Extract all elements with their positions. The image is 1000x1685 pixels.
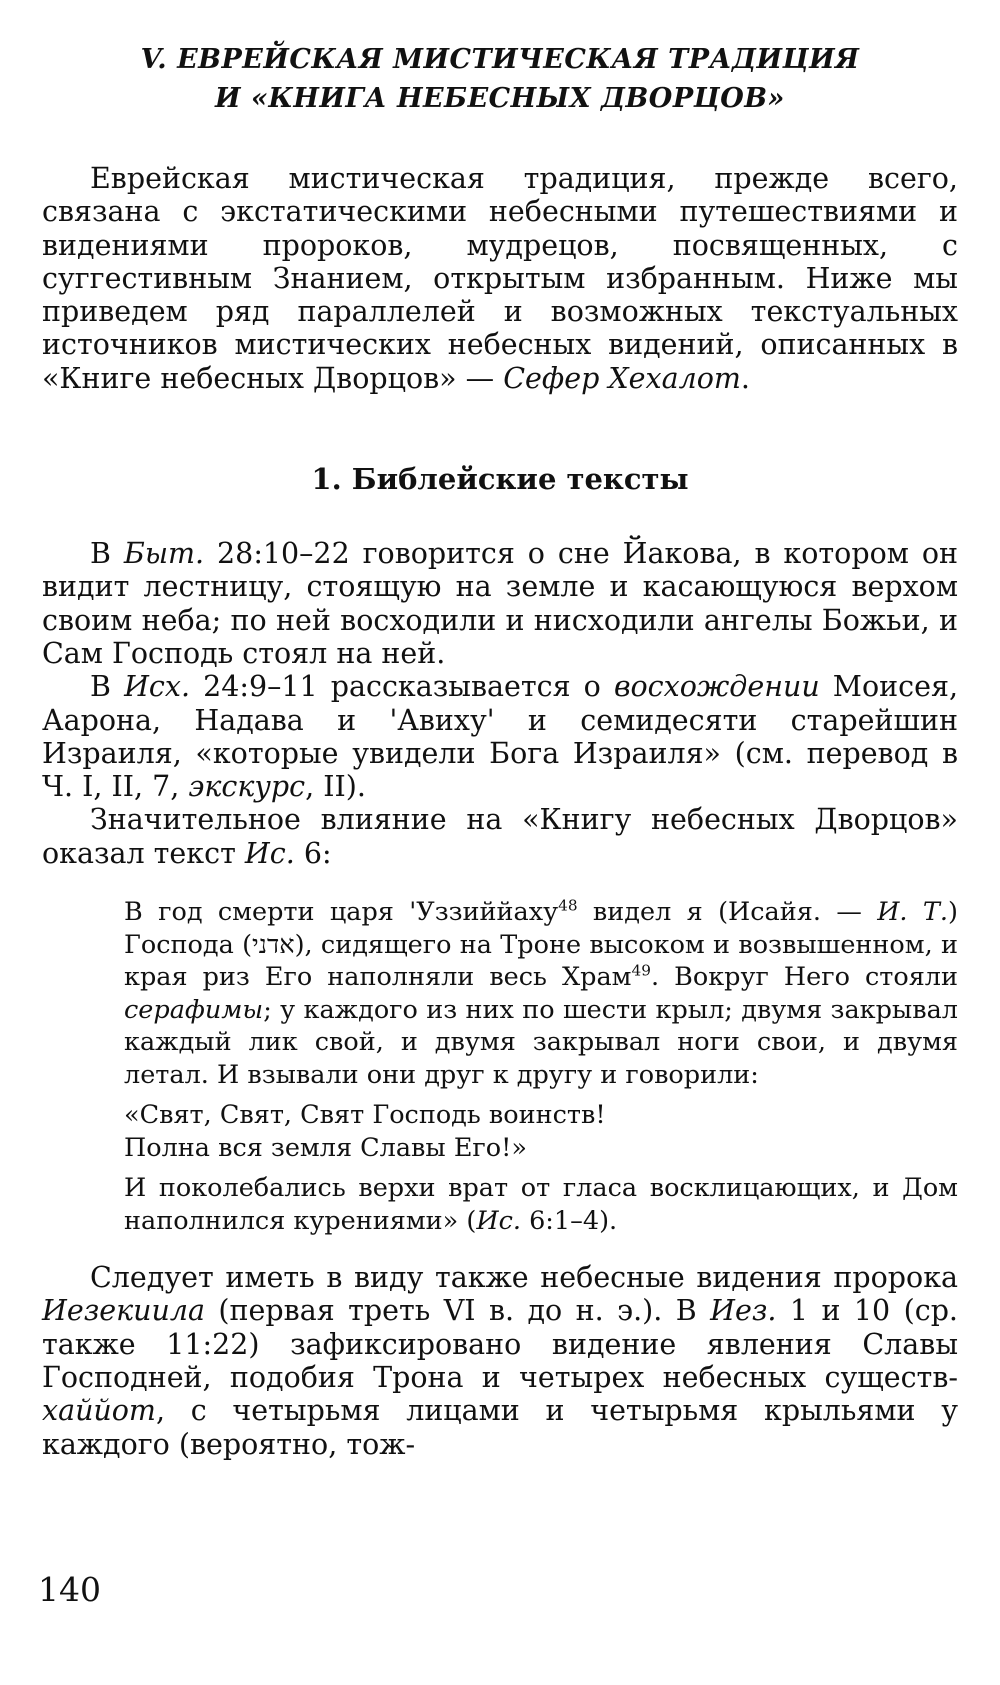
ezekiel-text-1: Следует иметь в виду также небесные видения пророка xyxy=(90,1261,958,1295)
quote-paragraph xyxy=(124,896,958,1091)
chapter-title xyxy=(42,40,958,118)
genesis-text-1: В xyxy=(90,537,124,571)
footnote-ref-48[interactable]: 48 xyxy=(558,896,578,915)
ezekiel-text-3: 1 и 10 (ср. также 11:22) зафиксировано видение явления Славы Господней, подобия Трона и четырех небесных существ- xyxy=(42,1294,958,1394)
quote-poem xyxy=(124,1099,958,1164)
exodus-ref: Исх. xyxy=(124,670,191,704)
ezekiel-text-2: (первая треть VI в. до н. э.). В xyxy=(205,1294,711,1328)
section-heading: 1. Библейские тексты xyxy=(311,462,689,497)
exodus-text-1: В xyxy=(90,670,125,704)
genesis-paragraph xyxy=(42,537,958,670)
translator-initials: И. Т. xyxy=(877,897,949,928)
hayyot-word: хаййот xyxy=(42,1394,156,1428)
intro-paragraph xyxy=(42,162,958,395)
exodus-paragraph xyxy=(42,670,958,803)
exodus-text-3: Моисея, Аарона, Надава и 'Авиху' и семидесяти старейшин Израиля, «которые увидели Бога Израиля» (см. перевод в Ч. I, II, 7, xyxy=(42,670,958,804)
ezekiel-ref: Иез. xyxy=(710,1294,777,1328)
ezekiel-paragraph xyxy=(42,1261,958,1461)
poem-line-2: Полна вся земля Славы Его!» xyxy=(124,1132,527,1163)
quote-text-4: . Вокруг Него стояли xyxy=(650,962,958,993)
isaiah-ref: Ис. xyxy=(244,836,295,870)
quote-end-paragraph xyxy=(124,1172,958,1237)
isaiah-intro-paragraph xyxy=(42,803,958,870)
quote-end-text-1: И поколебались верхи врат от гласа восклицающих, и Дом наполнился курениями» ( xyxy=(124,1173,958,1236)
page-content xyxy=(42,40,958,1461)
genesis-ref: Быт. xyxy=(123,537,205,571)
exodus-text-4: , II). xyxy=(305,770,366,804)
quote-text-5: ; у каждого из них по шести крыл; двумя закрывал каждый лик свой, и двумя закрывал ноги свои, и двумя летал. И взывали они друг к другу и говорили: xyxy=(124,994,958,1090)
quote-text-1: В год смерти царя 'Уззиййаху xyxy=(124,897,559,928)
footnote-ref-49[interactable]: 49 xyxy=(631,961,651,980)
poem-line-1: «Свят, Свят, Свят Господь воинств! xyxy=(124,1100,606,1131)
quote-text-3: ) Господа (אדני), сидящего на Троне высоком и возвышенном, и края риз Его наполняли весь Храм xyxy=(124,897,958,993)
quote-text-2: видел я (Исайя. — xyxy=(577,897,878,928)
seraphim-word: серафимы xyxy=(124,994,264,1025)
excursus-word: экскурс xyxy=(188,770,306,804)
genesis-text-2: 28:10–22 говорится о сне Йакова, в котором он видит лестницу, стоящую на земле и касающуюся верхом своим неба; по ней восходили и нисходили ангелы Божьи, и Сам Господь стоял на ней. xyxy=(42,537,958,670)
quote-end-ref: Ис. xyxy=(476,1205,521,1236)
intro-text: Еврейская мистическая традиция, прежде всего, связана с экстатическими небесными путешествиями и видениями пророков, мудрецов, посвященных, с суггестивным Знанием, открытым избранным. Ниже мы приведем ряд параллелей и возможных текстуальных источников мистических небесных видений, описанных в «Книге небесных Дворцов» — xyxy=(42,162,958,395)
chapter-title-line-1: V. ЕВРЕЙСКАЯ МИСТИЧЕСКАЯ ТРАДИЦИЯ xyxy=(140,44,860,75)
quote-end-text-2: 6:1–4). xyxy=(520,1205,618,1236)
intro-end: . xyxy=(740,361,750,395)
isaiah-quote-block xyxy=(124,896,958,1237)
ezekiel-text-4: , с четырьмя лицами и четырьмя крыльями у каждого (вероятно, тож- xyxy=(42,1394,958,1461)
ascension-word: восхождении xyxy=(613,670,820,704)
ezekiel-name: Иезекиила xyxy=(42,1294,205,1328)
exodus-text-2: 24:9–11 рассказывается о xyxy=(190,670,614,704)
isaiah-intro-text-1: Значительное влияние на «Книгу небесных Дворцов» оказал текст xyxy=(42,803,958,870)
sefer-hekhalot-title: Сефер Хехалот xyxy=(503,361,741,395)
page-number: 140 xyxy=(38,1570,101,1609)
chapter-title-line-2: И «КНИГА НЕБЕСНЫХ ДВОРЦОВ» xyxy=(215,83,785,114)
isaiah-intro-text-2: 6: xyxy=(294,836,332,870)
